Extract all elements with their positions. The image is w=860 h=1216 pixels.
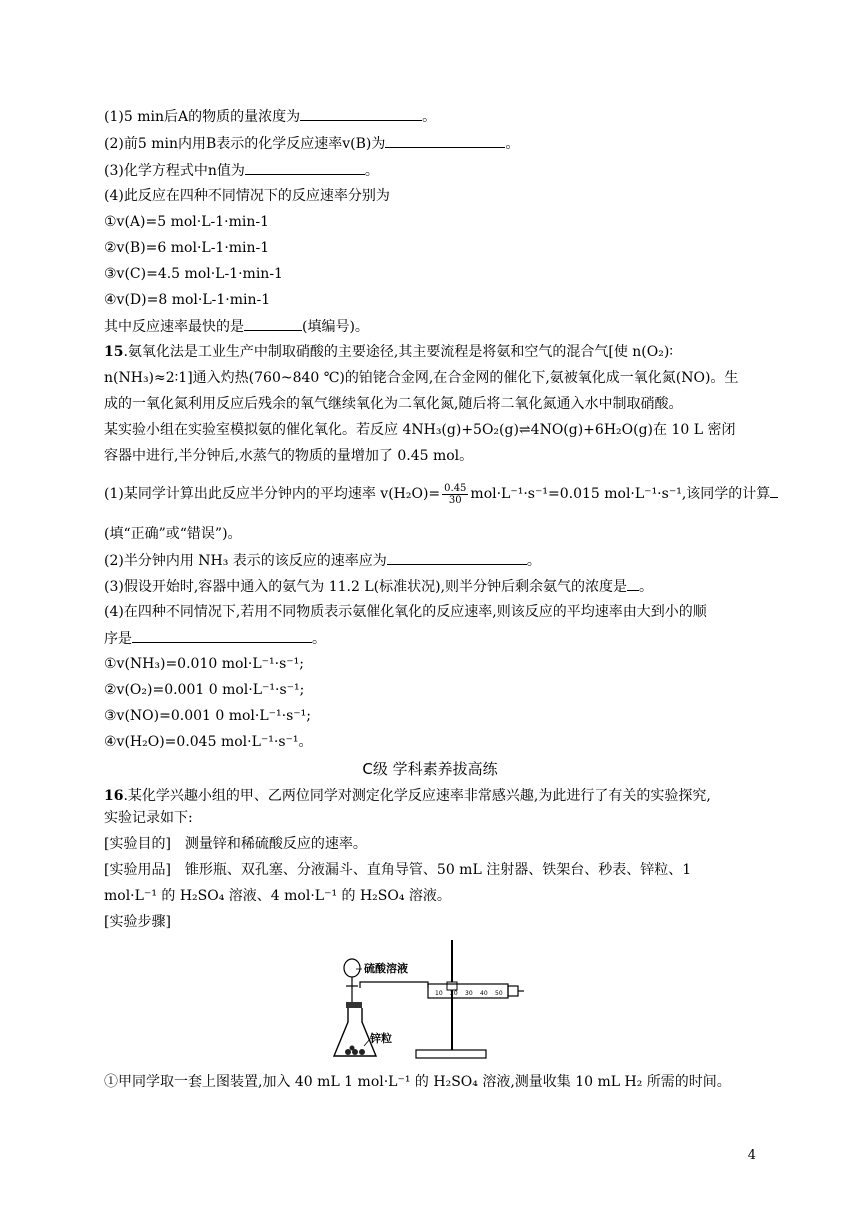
q15-line2: n(NH₃)≈2∶1]通入灼热(760~840 ℃)的铂铑合金网,在合金网的催化下,氨被氧化成一氧化氮(NO)。生: [104, 370, 739, 386]
syringe-plunger: [508, 986, 518, 996]
text: (1)某同学计算出此反应半分钟内的平均速率 v(H₂O)=: [104, 486, 441, 502]
fraction-numerator: 0.45: [444, 482, 467, 494]
scale-label: 30: [465, 990, 473, 997]
answer-blank[interactable]: [385, 133, 505, 148]
text: 。: [312, 631, 326, 647]
answer-blank[interactable]: [245, 160, 365, 175]
label-zinc: 锌粒: [370, 1032, 392, 1045]
q16-line2: 实验记录如下:: [104, 810, 193, 826]
q15-option-1: ①v(NH₃)=0.010 mol·L⁻¹·s⁻¹;: [104, 656, 304, 672]
q15-line5: 容器中进行,半分钟后,水蒸气的物质的量增加了 0.45 mol。: [104, 448, 474, 464]
text: 。: [526, 553, 541, 569]
question-number: 16: [104, 788, 124, 804]
clamp: [447, 982, 457, 990]
q15-sub1-cont: (填“正确”或“错误”)。: [104, 526, 242, 542]
fraction: [442, 483, 468, 506]
q14-part1: [104, 106, 436, 127]
q15-option-2: ②v(O₂)=0.001 0 mol·L⁻¹·s⁻¹;: [104, 682, 305, 698]
fraction-denominator: 30: [448, 494, 462, 506]
page-number: 4: [747, 1148, 756, 1163]
stopper: [346, 1002, 362, 1008]
connecting-tube: [360, 982, 428, 988]
text: 序是: [104, 631, 132, 647]
section-title: C级 学科素养拔高练: [362, 760, 498, 778]
text: (2)半分钟内用 NH₃ 表示的该反应的速率应为: [104, 553, 387, 569]
q15-line3: 成的一氧化氮利用反应后残余的氧气继续氧化为二氧化氮,随后将二氧化氮通入水中制取硝酸。: [104, 396, 683, 412]
answer-blank[interactable]: [244, 316, 302, 331]
q15-line1: [104, 342, 673, 362]
zinc-granules: [345, 1046, 365, 1056]
text: .氨氧化法是工业生产中制取硝酸的主要途径,其主要流程是将氨和空气的混合气[使 n(O₂)∶: [123, 344, 673, 360]
answer-blank[interactable]: [627, 576, 639, 591]
q14-rate-4: ④v(D)=8 mol·L-1·min-1: [104, 292, 271, 308]
q16-steps-heading: [实验步骤]: [104, 914, 171, 930]
text: 其中反应速率最快的是: [104, 319, 244, 335]
text: (3)化学方程式中n值为: [104, 163, 245, 179]
text: (3)假设开始时,容器中通入的氨气为 11.2 L(标准状况),则半分钟后剩余氨气的浓度是: [104, 579, 628, 595]
scale-label: 10: [435, 990, 443, 997]
q14-part4: (4)此反应在四种不同情况下的反应速率分别为: [104, 188, 390, 204]
text: (1)5 min后A的物质的量浓度为: [104, 109, 301, 125]
stand-base: [416, 1050, 486, 1058]
q15-line4: 某实验小组在实验室模拟氨的催化氧化。若反应 4NH₃(g)+5O₂(g)⇌4NO(g)+6H₂O(g)在 10 L 密闭: [104, 422, 736, 438]
q14-fastest: [104, 316, 369, 337]
text: 。: [639, 579, 654, 595]
q16-purpose: [实验目的] 测量锌和稀硫酸反应的速率。: [104, 836, 367, 852]
answer-blank[interactable]: [387, 550, 527, 565]
separatory-funnel: [344, 959, 360, 977]
text: 。: [505, 136, 520, 152]
q15-sub2: [104, 550, 541, 571]
question-number: 15: [104, 344, 124, 360]
q15-sub4: (4)在四种不同情况下,若用不同物质表示氨催化氧化的反应速率,则该反应的平均速率由大到小的顺: [104, 604, 707, 620]
q16-step1: ①甲同学取一套上图装置,加入 40 mL 1 mol·L⁻¹ 的 H₂SO₄ 溶液,测量收集 10 mL H₂ 所需的时间。: [104, 1074, 731, 1090]
scale-label: 40: [480, 990, 488, 997]
text: 。: [422, 109, 437, 125]
q14-part2: [104, 133, 519, 154]
answer-blank[interactable]: [300, 106, 422, 121]
q14-part3: [104, 160, 379, 181]
syringe-scale: [435, 990, 503, 997]
scale-label: 20: [450, 990, 458, 997]
text: (填编号)。: [302, 319, 369, 335]
text: (2)前5 min内用B表示的化学反应速率v(B)为: [104, 136, 386, 152]
q15-sub3: [104, 576, 653, 597]
text: mol·L⁻¹·s⁻¹=0.015 mol·L⁻¹·s⁻¹,该同学的计算: [470, 486, 771, 502]
q14-rate-3: ③v(C)=4.5 mol·L-1·min-1: [104, 266, 283, 282]
answer-blank[interactable]: [770, 483, 778, 498]
text: .某化学兴趣小组的甲、乙两位同学对测定化学反应速率非常感兴趣,为此进行了有关的实验探究,: [123, 788, 711, 804]
q16-materials: [实验用品] 锥形瓶、双孔塞、分液漏斗、直角导管、50 mL 注射器、铁架台、秒表、锌粒、1: [104, 862, 692, 878]
q14-rate-2: ②v(B)=6 mol·L-1·min-1: [104, 240, 270, 256]
text: 。: [364, 163, 379, 179]
q14-rate-1: ①v(A)=5 mol·L-1·min-1: [104, 214, 270, 230]
q15-option-4: ④v(H₂O)=0.045 mol·L⁻¹·s⁻¹。: [104, 734, 313, 750]
q16-line1: [104, 786, 711, 806]
q15-sub1: [104, 480, 778, 508]
apparatus-figure: [328, 938, 528, 1064]
q15-sub4-cont: [104, 628, 326, 649]
label-sulfuric-acid: 硫酸溶液: [364, 962, 408, 975]
q15-option-3: ③v(NO)=0.001 0 mol·L⁻¹·s⁻¹;: [104, 708, 312, 724]
q16-materials-cont: mol·L⁻¹ 的 H₂SO₄ 溶液、4 mol·L⁻¹ 的 H₂SO₄ 溶液。: [104, 888, 451, 904]
scale-label: 50: [495, 990, 503, 997]
answer-blank[interactable]: [132, 628, 312, 643]
